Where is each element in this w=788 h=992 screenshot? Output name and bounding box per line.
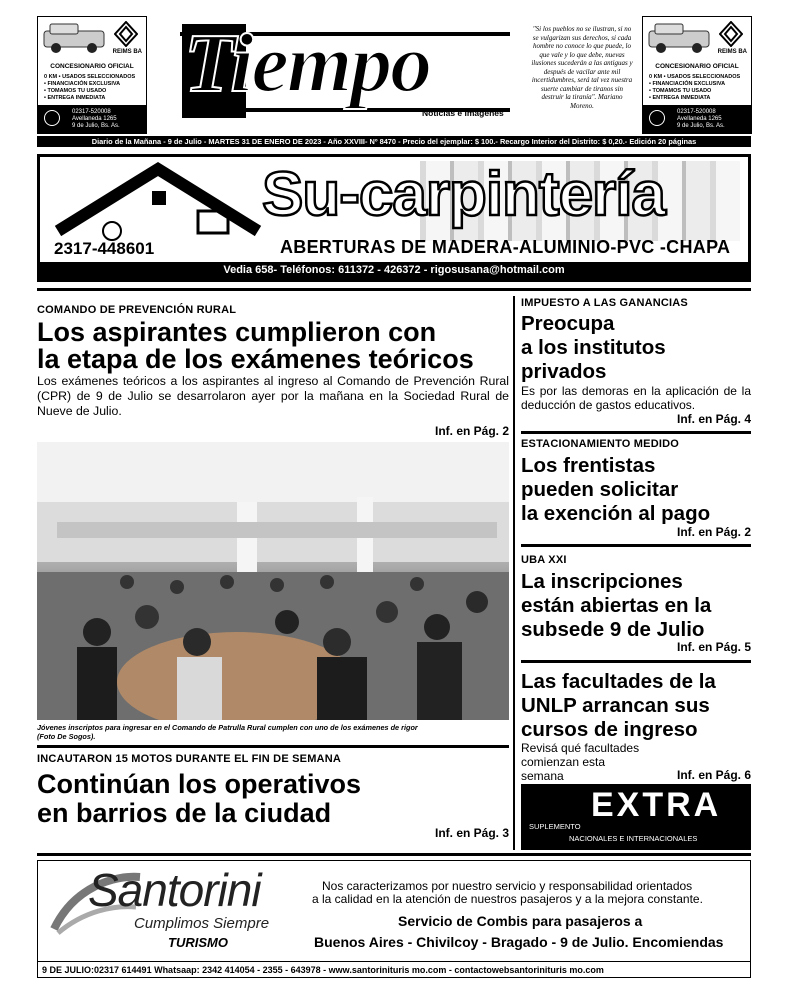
dealer-brand: REIMS BA bbox=[112, 49, 142, 55]
side-1-kicker: IMPUESTO A LAS GANANCIAS bbox=[521, 297, 688, 309]
photo-caption: Jóvenes inscriptos para ingresar en el Comando de Patrulla Rural cumplen con uno de los exámenes de rigor (Foto De Sogos). bbox=[37, 723, 418, 741]
exam-photo bbox=[37, 442, 509, 720]
side-4-headline[interactable]: Las facultades de la UNLP arrancan sus cursos de ingreso bbox=[521, 670, 716, 741]
side-2-kicker: ESTACIONAMIENTO MEDIDO bbox=[521, 438, 679, 450]
second-headline-line1[interactable]: Continúan los operativos bbox=[37, 769, 362, 799]
santorini-text-1: Nos caracterizamos por nuestro servicio y responsabilidad orientados bbox=[322, 879, 693, 893]
side-1-ref[interactable]: Inf. en Pág. 4 bbox=[676, 412, 751, 426]
dateline: Diario de la Mañana - 9 de Julio - MARTES 31 DE ENERO DE 2023 - Año XXVIII- Nº 8470 - Precio del ejemplar: $ 100.- Recargo Interior del Distrito: $ 0,20.- Edición 20 páginas bbox=[91, 137, 697, 146]
brand-diamond-icon bbox=[719, 21, 743, 47]
house-roof-icon bbox=[48, 161, 268, 241]
carpinteria-phone: 2317-448601 bbox=[54, 239, 155, 258]
extra-right-label: NACIONALES E INTERNACIONALES bbox=[569, 834, 698, 843]
carpinteria-contact: Vedia 658- Teléfonos: 611372 - 426372 - rigosusana@hotmail.com bbox=[223, 264, 565, 276]
dealer-contact: 02317-520008 Avellaneda 1265 9 de Julio, Bs. As. bbox=[643, 105, 751, 133]
masthead-tagline: Noticias e Imágenes bbox=[422, 108, 504, 118]
brand-diamond-icon bbox=[114, 21, 138, 47]
dealer-brand: REIMS BA bbox=[717, 49, 747, 55]
side-rule-2 bbox=[521, 544, 751, 547]
main-headline-line2[interactable]: la etapa de los exámenes teóricos bbox=[37, 344, 474, 374]
side-1-body: Es por las demoras en la aplicación de la deducción de gastos educativos. bbox=[521, 384, 751, 412]
side-3-kicker: UBA XXI bbox=[521, 554, 567, 566]
main-headline-line1[interactable]: Los aspirantes cumplieron con bbox=[37, 317, 437, 347]
second-ref[interactable]: Inf. en Pág. 3 bbox=[434, 826, 509, 840]
side-3-ref[interactable]: Inf. en Pág. 5 bbox=[676, 640, 751, 654]
santorini-name: Santorini bbox=[88, 864, 261, 916]
carpinteria-footer-bar bbox=[40, 262, 748, 279]
side-2-ref[interactable]: Inf. en Pág. 2 bbox=[676, 525, 751, 539]
santorini-sub: TURISMO bbox=[168, 935, 228, 950]
dealer-ad-right[interactable] bbox=[642, 16, 752, 134]
side-1-headline[interactable]: Preocupa a los institutos privados bbox=[521, 312, 666, 383]
dealer-items: 0 KM • USADOS SELECCIONADOS • FINANCIACIÓN EXCLUSIVA • TOMAMOS TU USADO • ENTREGA INMEDIATA bbox=[44, 74, 136, 101]
dealer-items: 0 KM • USADOS SELECCIONADOS • FINANCIACIÓN EXCLUSIVA • TOMAMOS TU USADO • ENTREGA INMEDIATA bbox=[649, 74, 741, 101]
dealer-contact: 02317-520008 Avellaneda 1265 9 de Julio, Bs. As. bbox=[38, 105, 146, 133]
main-kicker: COMANDO DE PREVENCIÓN RURAL bbox=[37, 304, 237, 316]
whatsapp-icon bbox=[649, 110, 665, 126]
main-ref[interactable]: Inf. en Pág. 2 bbox=[434, 424, 509, 438]
side-4-body: Revisá qué facultades comienzan esta semana bbox=[521, 741, 640, 783]
side-rule-1 bbox=[521, 431, 751, 434]
extra-supplement[interactable] bbox=[521, 784, 751, 850]
moreno-quote: "Si los pueblos no se ilustran, si no se vulgarizan sus derechos, si cada hombre no conoce lo que puede, lo que vale y lo que debe, nuevas ilusiones sucederán a las antiguas y después de vacilar ante mil incertidumbres, será tal vez nuestra suerte cambiar de tiranos sin destruir la tiranía". Mariano Moreno. bbox=[531, 25, 633, 110]
extra-left-label: SUPLEMENTO bbox=[529, 822, 581, 831]
side-4-ref[interactable]: Inf. en Pág. 6 bbox=[676, 768, 751, 782]
masthead-title: Tiempo bbox=[184, 17, 431, 110]
whatsapp-icon bbox=[44, 110, 60, 126]
dealer-title: CONCESIONARIO OFICIAL bbox=[50, 63, 134, 70]
santorini-routes: Buenos Aires - Chivilcoy - Bragado - 9 de Julio. Encomiendas bbox=[314, 934, 724, 950]
bottom-rule bbox=[37, 853, 751, 856]
top-rule bbox=[37, 288, 751, 291]
carpinteria-ad[interactable] bbox=[37, 154, 751, 282]
side-rule-3 bbox=[521, 660, 751, 663]
santorini-ad[interactable] bbox=[37, 860, 751, 978]
second-kicker: INCAUTARON 15 MOTOS DURANTE EL FIN DE SEMANA bbox=[37, 753, 341, 765]
carpinteria-name: Su-carpintería bbox=[262, 160, 665, 229]
masthead bbox=[180, 17, 510, 122]
whatsapp-icon bbox=[102, 221, 122, 241]
second-headline-line2[interactable]: en barrios de la ciudad bbox=[37, 798, 332, 828]
extra-title: EXTRA bbox=[591, 786, 722, 824]
side-3-headline[interactable]: La inscripciones están abiertas en la subsede 9 de Julio bbox=[521, 570, 712, 641]
main-body: Los exámenes teóricos a los aspirantes al ingreso al Comando de Prevención Rural (CPR) de 9 de Julio se desarrolaron ayer por la mañana en la Sociedad Rural de Nueve de Julio. bbox=[37, 374, 509, 418]
column-divider bbox=[513, 296, 515, 850]
santorini-text-2: a la calidad en la atención de nuestros pasajeros y a la mejora constante. bbox=[312, 892, 703, 906]
side-2-headline[interactable]: Los frentistas pueden solicitar la exención al pago bbox=[521, 454, 711, 525]
caption-rule bbox=[37, 745, 509, 748]
carpinteria-slogan: ABERTURAS DE MADERA-ALUMINIO-PVC -CHAPA bbox=[280, 237, 731, 257]
santorini-tag: Cumplimos Siempre bbox=[134, 915, 270, 932]
dealer-ad-left[interactable] bbox=[37, 16, 147, 134]
santorini-service: Servicio de Combis para pasajeros a bbox=[398, 913, 643, 929]
pickup-truck-icon bbox=[42, 21, 108, 55]
santorini-footer: 9 DE JULIO:02317 614491 Whatsaap: 2342 414054 - 2355 - 643978 - www.santorinituris mo.com - contactowebsantorinituris mo.com bbox=[38, 961, 750, 977]
dealer-title: CONCESIONARIO OFICIAL bbox=[655, 63, 739, 70]
pickup-truck-icon bbox=[647, 21, 713, 55]
exam-room-illustration bbox=[37, 442, 509, 720]
dateline-bar bbox=[37, 136, 751, 147]
